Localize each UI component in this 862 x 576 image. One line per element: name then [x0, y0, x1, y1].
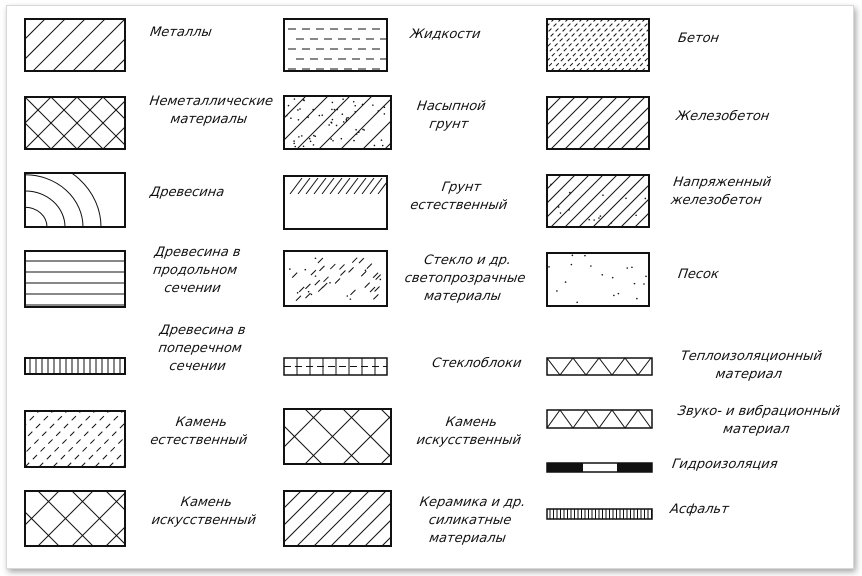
label-glass: Стекло и др. светопрозрачные материалы	[403, 253, 527, 304]
label-ceramics: Керамика и др. силикатные материалы	[418, 495, 527, 546]
label-thermal-insulation: Теплоизоляционный материал	[679, 349, 823, 382]
label-reinforced-concrete: Железобетон	[675, 109, 771, 124]
thermal-insulation-swatch	[547, 358, 652, 375]
label-artificial-stone-2: Камень искусственный	[415, 415, 523, 448]
liquids-swatch	[284, 19, 387, 71]
label-artificial-stone: Камень искусственный	[150, 495, 258, 528]
sound-insulation-swatch	[547, 410, 652, 428]
sand-swatch	[547, 253, 649, 306]
label-waterproofing: Гидроизоляция	[671, 457, 779, 472]
wood-swatch	[25, 159, 125, 227]
glass-blocks-swatch	[284, 358, 387, 375]
glass-swatch	[284, 251, 387, 306]
wood-longitudinal-swatch	[25, 251, 125, 307]
label-bulk-soil: Насыпной грунт	[415, 99, 487, 132]
label-concrete: Бетон	[677, 31, 721, 46]
label-prestressed-concrete: Напряженный железобетон	[669, 175, 773, 208]
label-sand: Песок	[677, 267, 720, 282]
label-metals: Металлы	[149, 25, 213, 40]
label-asphalt: Асфальт	[669, 502, 730, 517]
wood-cross-swatch	[25, 358, 125, 374]
label-liquids: Жидкости	[409, 27, 482, 42]
asphalt-swatch	[547, 509, 652, 519]
label-wood-cross: Древесина в поперечном сечении	[157, 323, 247, 374]
label-sound-insulation: Звуко- и вибрационный материал	[676, 404, 841, 437]
label-natural-soil: Грунт естественный	[409, 180, 509, 213]
label-wood: Древесина	[149, 185, 226, 200]
natural-soil-swatch	[284, 176, 390, 229]
waterproofing-swatch	[547, 463, 652, 472]
label-non-metallic: Неметаллические материалы	[148, 94, 275, 127]
label-glass-blocks: Стеклоблоки	[431, 356, 523, 371]
label-wood-longitudinal: Древесина в продольном сечении	[152, 245, 242, 296]
label-natural-stone: Камень естественный	[149, 415, 249, 448]
